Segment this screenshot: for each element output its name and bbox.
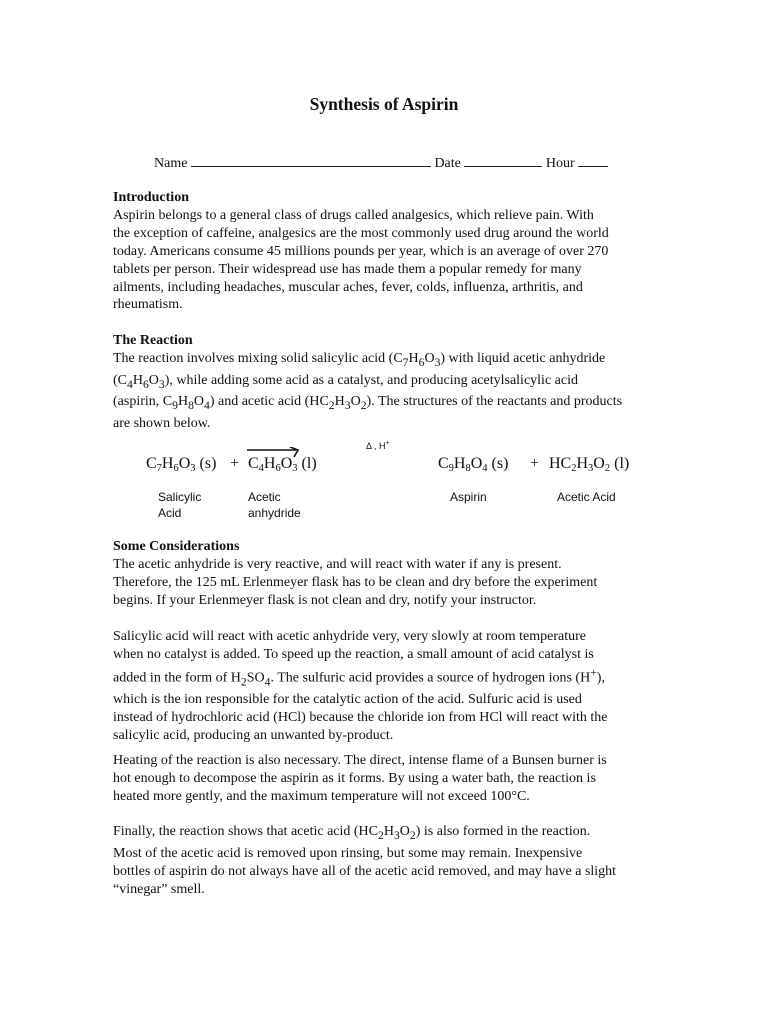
- name-field[interactable]: [191, 153, 431, 167]
- plus-sign-1: +: [230, 455, 240, 472]
- subscript: 2: [328, 399, 335, 413]
- text-line: today. Americans consume 45 millions pounds per year, which is an average of over 270: [113, 243, 609, 259]
- text-fragment: H: [408, 350, 419, 366]
- reactant-salicylic-acid-formula: $C_7H_6O_3$ (s): [146, 455, 217, 474]
- subscript: 2: [409, 828, 416, 842]
- text-line: bottles of aspirin do not always have all of the acetic acid removed, and may have a slight: [113, 863, 617, 879]
- considerations-paragraph-1: [113, 556, 658, 610]
- text-fragment: H: [334, 394, 345, 410]
- text-fragment: ) with liquid acetic anhydride: [440, 350, 606, 366]
- product-aspirin-formula: $C_9H_8O_4$ (s): [438, 455, 509, 474]
- text-fragment: The reaction involves mixing solid salicylic acid (C: [113, 350, 403, 366]
- text-fragment: O: [148, 372, 159, 388]
- name-label: Name: [154, 156, 188, 171]
- text-line: which is the ion responsible for the catalytic action of the acid. Sulfuric acid is used: [113, 692, 582, 708]
- text-fragment: ),: [596, 670, 605, 686]
- text-fragment: ) is also formed in the reaction.: [415, 824, 591, 839]
- subscript: 2: [360, 399, 367, 413]
- text-fragment: O: [424, 350, 435, 366]
- introduction-section: [113, 189, 658, 314]
- subscript: 8: [188, 399, 194, 413]
- label-aspirin: Aspirin: [450, 490, 487, 504]
- subscript: 4: [264, 675, 271, 689]
- text-fragment: O: [350, 394, 361, 410]
- text-line: Heating of the reaction is also necessary. The direct, intense flame of a Bunsen burner is: [113, 753, 607, 768]
- text-fragment: H: [177, 394, 189, 410]
- text-line: instead of hydrochloric acid (HCl) because the chloride ion from HCl will react with the: [113, 710, 608, 726]
- text-fragment: O: [193, 394, 205, 410]
- text-fragment: . The sulfuric acid provides a source of hydrogen ions (H: [270, 670, 591, 686]
- hour-label: Hour: [545, 156, 575, 171]
- text-line: The acetic anhydride is very reactive, and will react with water if any is present.: [113, 556, 562, 572]
- reaction-heading: The Reaction: [113, 333, 193, 348]
- subscript: 6: [142, 377, 149, 391]
- subscript: 2: [240, 675, 247, 689]
- text-fragment: ), while adding some acid as a catalyst, and producing acetylsalicylic acid: [164, 372, 578, 388]
- subscript: 9: [172, 399, 178, 413]
- subscript: 6: [418, 355, 425, 369]
- text-fragment: (aspirin, C: [113, 394, 173, 410]
- text-fragment: H: [132, 372, 143, 388]
- page-title: Synthesis of Aspirin: [309, 94, 459, 114]
- considerations-section: [113, 538, 658, 610]
- subscript: 3: [393, 828, 400, 842]
- date-field[interactable]: [464, 153, 542, 167]
- considerations-paragraph-4: [113, 823, 658, 898]
- reaction-condition: [366, 440, 390, 451]
- plus-sign-2: +: [530, 455, 540, 472]
- subscript: 4: [127, 377, 133, 391]
- subscript: 3: [158, 377, 165, 391]
- subscript: 3: [434, 355, 441, 369]
- student-info-line: [154, 153, 608, 172]
- text-line: hot enough to decompose the aspirin as it forms. By using a water bath, the reaction is: [113, 770, 596, 786]
- reactant-acetic-anhydride-formula: $C_4H_6O_3$ (l): [248, 455, 317, 474]
- considerations-heading: Some Considerations: [113, 539, 240, 554]
- product-acetic-acid-formula: $HC_2H_3O_2$ (l): [549, 455, 630, 474]
- introduction-text: [113, 207, 658, 314]
- label-acetic-acid: Acetic Acid: [557, 490, 616, 504]
- text-line: when no catalyst is added. To speed up the reaction, a small amount of acid catalyst is: [113, 646, 594, 662]
- reaction-text: [113, 350, 658, 433]
- text-line: begins. If your Erlenmeyer flask is not clean and dry, notify your instructor.: [113, 592, 537, 608]
- label-salicylic-acid: Salicylic Acid: [158, 490, 202, 520]
- text-line: are shown below.: [113, 416, 211, 432]
- superscript: +: [590, 665, 597, 679]
- subscript: 4: [204, 399, 210, 413]
- text-line: rheumatism.: [113, 297, 183, 313]
- text-line: the exception of caffeine, analgesics are the most commonly used drug around the world: [113, 225, 609, 241]
- text-line: tablets per person. Their widespread use has made them a popular remedy for many: [113, 261, 582, 277]
- text-fragment: O: [399, 824, 410, 839]
- text-line: Salicylic acid will react with acetic anhydride very, very slowly at room temperature: [113, 629, 586, 644]
- date-label: Date: [434, 156, 461, 171]
- text-fragment: ). The structures of the reactants and products: [366, 394, 623, 410]
- text-fragment: SO: [246, 670, 265, 686]
- text-line: Therefore, the 125 mL Erlenmeyer flask has to be clean and dry before the experiment: [113, 574, 598, 590]
- subscript: 2: [378, 828, 384, 842]
- reaction-section: [113, 332, 658, 433]
- condition-text: Δ , H: [366, 441, 386, 451]
- text-line: heated more gently, and the maximum temperature will not exceed 100°C.: [113, 788, 530, 804]
- text-fragment: Finally, the reaction shows that acetic acid (HC: [113, 824, 379, 839]
- considerations-paragraph-2: [113, 628, 658, 745]
- text-line: Aspirin belongs to a general class of drugs called analgesics, which relieve pain. With: [113, 207, 594, 223]
- subscript: 3: [344, 399, 351, 413]
- hour-field[interactable]: [578, 153, 608, 167]
- text-line: salicylic acid, producing an unwanted by-product.: [113, 727, 394, 743]
- text-line: ailments, including headaches, muscular aches, fever, colds, influenza, arthritis, and: [113, 279, 583, 295]
- label-acetic-anhydride: Acetic anhydride: [248, 490, 301, 520]
- text-fragment: added in the form of H: [113, 670, 241, 686]
- condition-sup: +: [385, 440, 390, 447]
- considerations-paragraph-3: [113, 752, 658, 806]
- subscript: 7: [402, 355, 409, 369]
- text-line: “vinegar” smell.: [113, 881, 205, 897]
- text-fragment: ) and acetic acid (HC: [209, 394, 329, 410]
- text-fragment: H: [383, 824, 394, 839]
- introduction-heading: Introduction: [113, 190, 189, 205]
- text-line: Most of the acetic acid is removed upon rinsing, but some may remain. Inexpensive: [113, 845, 583, 861]
- text-fragment: (C: [113, 372, 127, 388]
